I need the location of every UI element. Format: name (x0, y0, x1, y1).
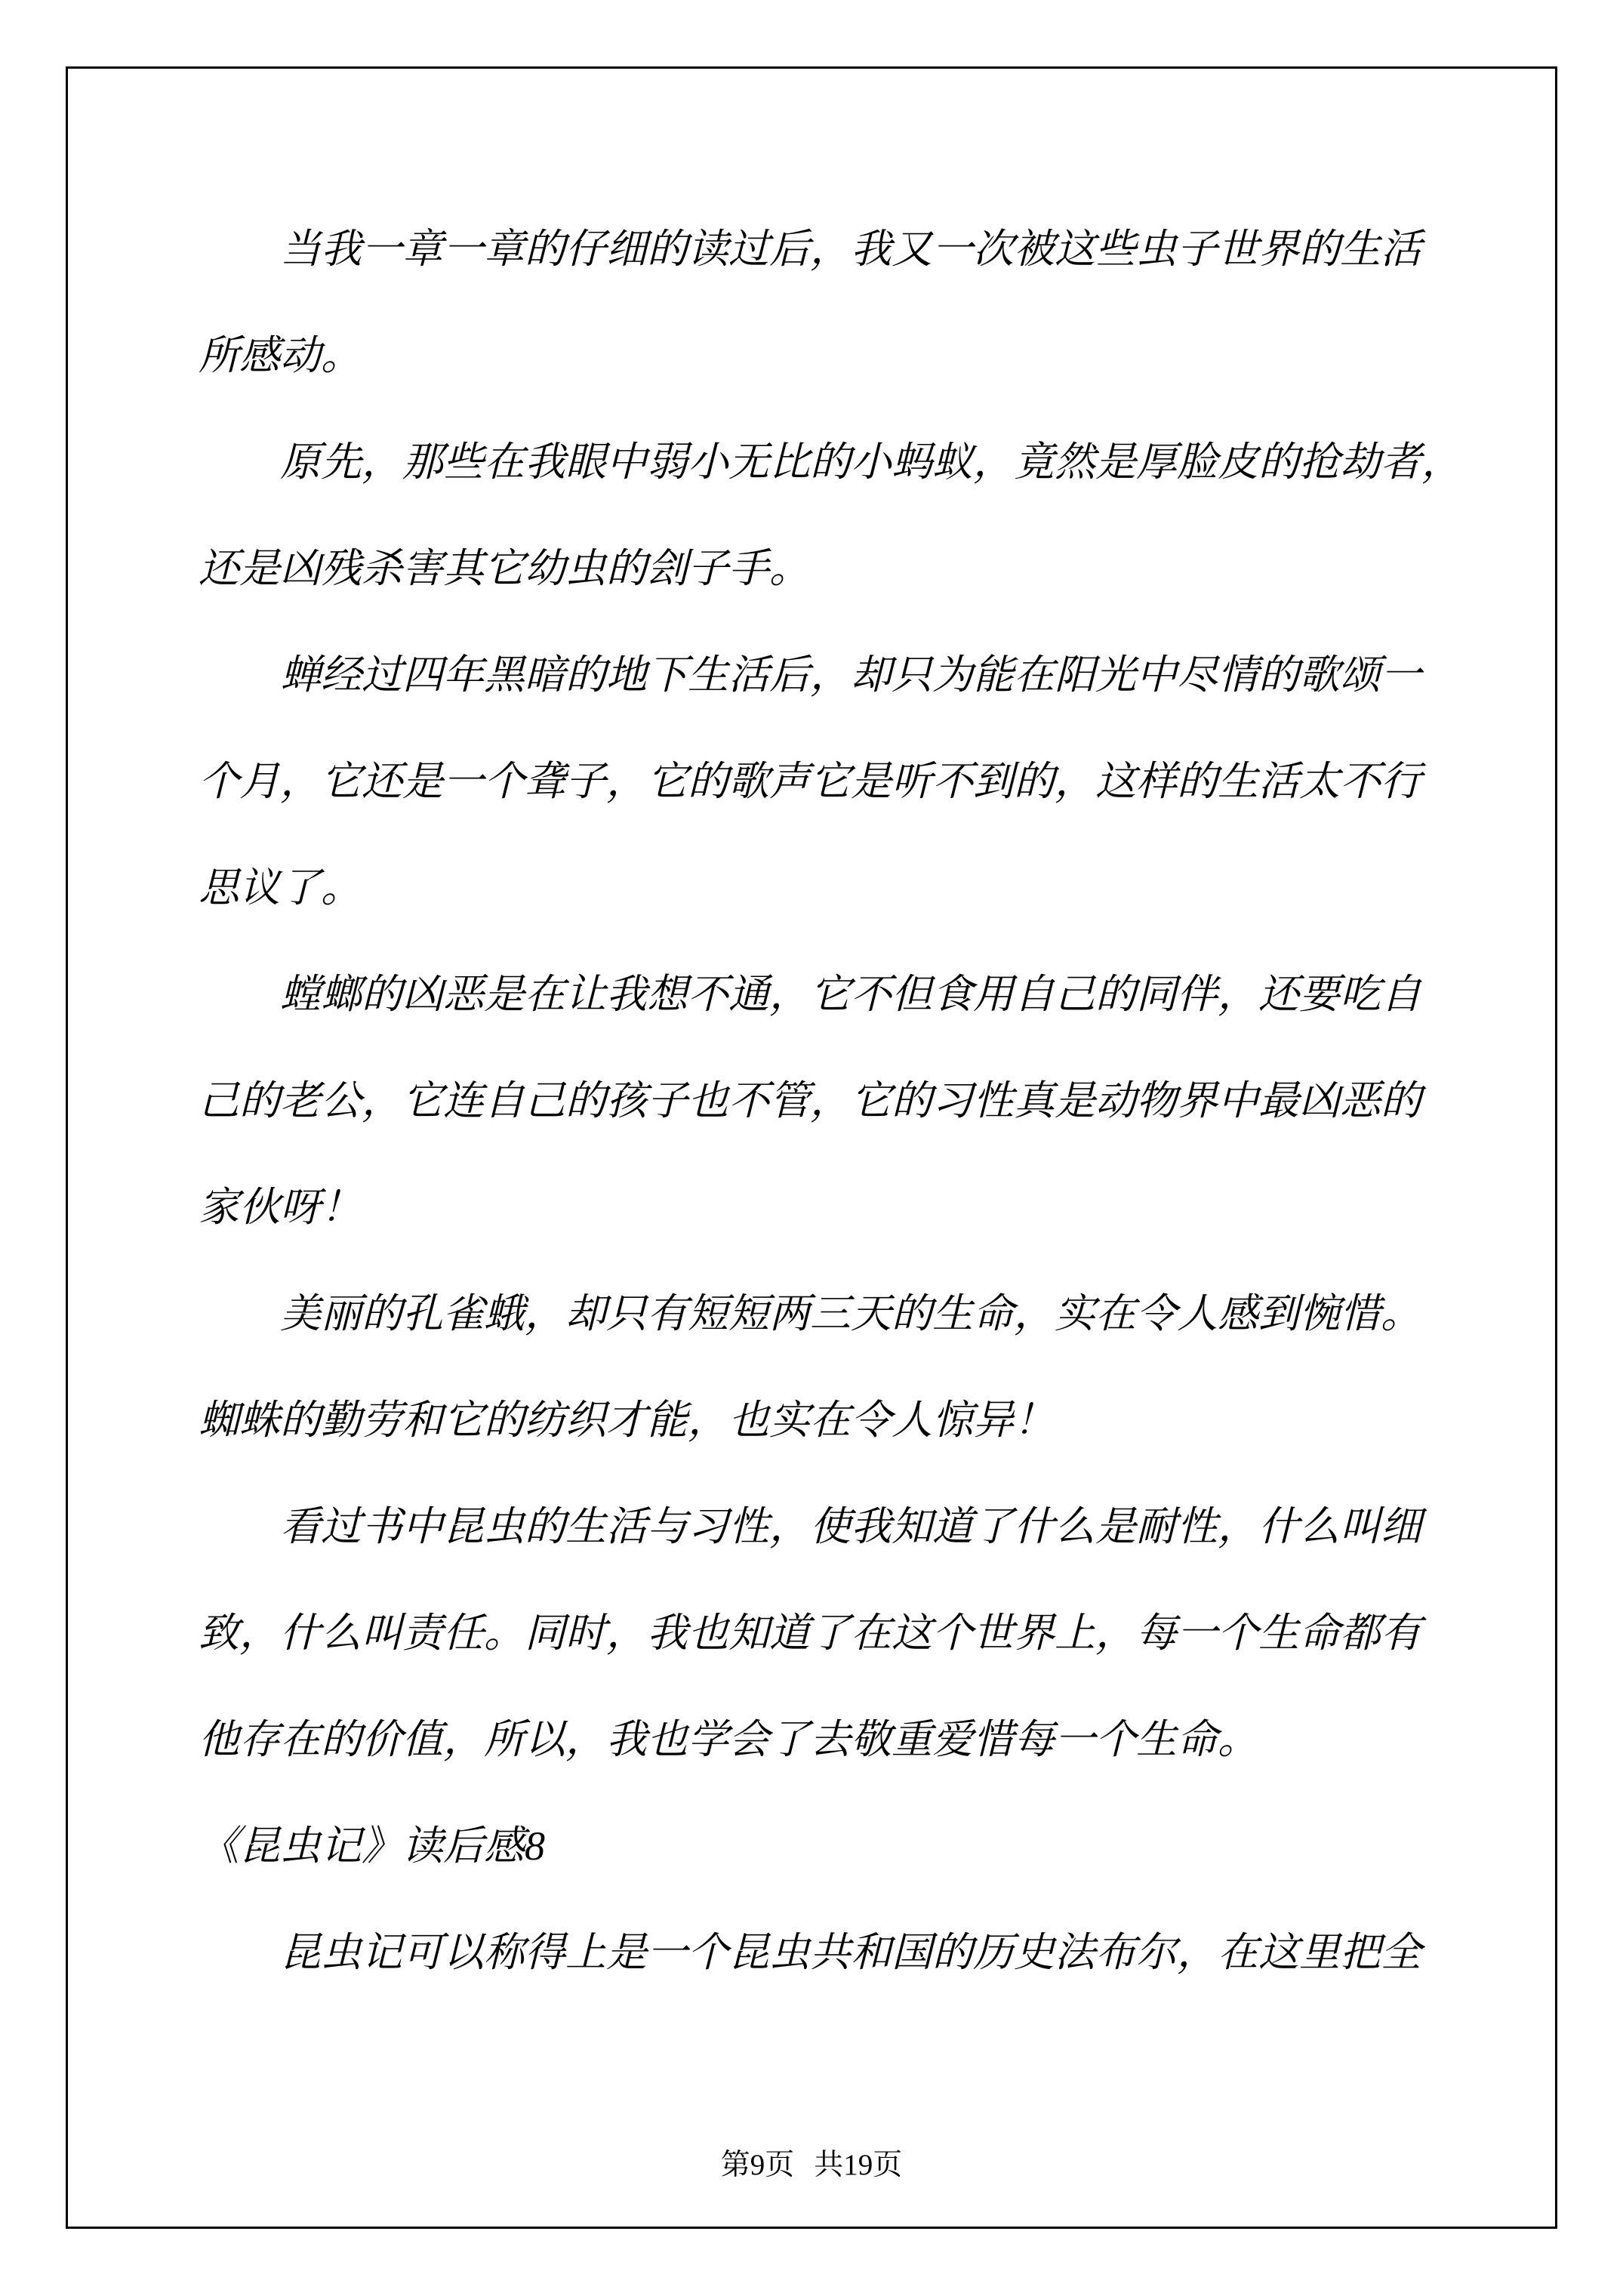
text-line: 他存在的价值，所以，我也学会了去敬重爱惜每一个生命。 (199, 1717, 1258, 1762)
section-heading (199, 1793, 1482, 1900)
text-line: 螳螂的凶恶是在让我想不通，它不但食用自己的同伴，还要吃自 (280, 972, 1421, 1017)
page-total-label: 共19页 (814, 2149, 903, 2181)
body-paragraph (199, 196, 1482, 409)
body-paragraph (199, 942, 1482, 1261)
text-line: 所感动。 (199, 333, 362, 378)
text-line: 思议了。 (199, 865, 362, 911)
text-line: 己的老公，它连自己的孩子也不管，它的习性真是动物界中最凶恶的 (199, 1078, 1421, 1123)
body-paragraph (199, 409, 1482, 622)
body-paragraph (199, 1261, 1482, 1474)
document-body (199, 196, 1482, 2006)
page-footer (0, 2141, 1623, 2184)
section-heading-line: 《昆虫记》读后感8 (199, 1823, 545, 1869)
text-line: 还是凶残杀害其它幼虫的刽子手。 (199, 546, 810, 591)
body-paragraph (199, 622, 1482, 942)
text-line: 致，什么叫责任。同时，我也知道了在这个世界上，每一个生命都有 (199, 1610, 1421, 1656)
text-line: 原先，那些在我眼中弱小无比的小蚂蚁，竟然是厚脸皮的抢劫者， (280, 439, 1462, 485)
text-line: 看过书中昆虫的生活与习性，使我知道了什么是耐性，什么叫细 (280, 1504, 1421, 1549)
text-line: 家伙呀！ (199, 1185, 362, 1230)
text-line: 个月，它还是一个聋子，它的歌声它是听不到的，这样的生活太不行 (199, 759, 1421, 804)
text-line: 昆虫记可以称得上是一个昆虫共和国的历史法布尔，在这里把全 (280, 1930, 1421, 1975)
page-number-label: 第9页 (720, 2149, 795, 2181)
text-line: 当我一章一章的仔细的读过后，我又一次被这些虫子世界的生活 (280, 227, 1421, 272)
body-paragraph (199, 1474, 1482, 1793)
body-paragraph (199, 1900, 1482, 2006)
text-line: 蜘蛛的勤劳和它的纺织才能，也实在令人惊异！ (199, 1398, 1055, 1443)
text-line: 蝉经过四年黑暗的地下生活后，却只为能在阳光中尽情的歌颂一 (280, 652, 1421, 698)
text-line: 美丽的孔雀蛾，却只有短短两三天的生命，实在令人感到惋惜。 (280, 1291, 1421, 1336)
